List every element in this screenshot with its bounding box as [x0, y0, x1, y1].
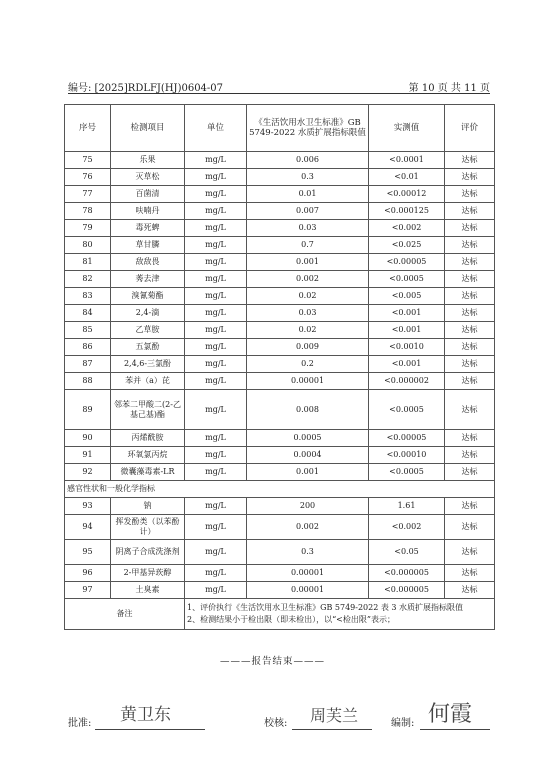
table-row: [65, 515, 495, 540]
cell-no: 97: [65, 582, 111, 599]
report-end-text: ———报告结束———: [220, 656, 326, 667]
document-number: 编号: [2025]RDLFJ(HJ)0604-07: [68, 83, 224, 94]
cell-unit: mg/L: [185, 540, 247, 565]
cell-eval: 达标: [445, 271, 495, 288]
approve-underline: [95, 729, 205, 730]
cell-eval: 达标: [445, 565, 495, 582]
cell-limit: 0.00001: [247, 582, 369, 599]
cell-limit: 0.02: [247, 288, 369, 305]
table-row: [65, 186, 495, 203]
cell-no: 85: [65, 322, 111, 339]
cell-limit: 0.0005: [247, 430, 369, 447]
cell-measured: <0.001: [369, 356, 445, 373]
cell-unit: mg/L: [185, 254, 247, 271]
cell-unit: mg/L: [185, 271, 247, 288]
cell-eval: 达标: [445, 582, 495, 599]
cell-eval: 达标: [445, 373, 495, 390]
cell-item: 邻苯二甲酸二(2-乙 基己基)酯: [111, 390, 185, 430]
cell-eval: 达标: [445, 186, 495, 203]
remark-content: [185, 599, 495, 630]
cell-no: 92: [65, 464, 111, 481]
cell-item: 土臭素: [111, 582, 185, 599]
cell-limit: 0.00001: [247, 565, 369, 582]
cell-limit: 0.2: [247, 356, 369, 373]
cell-limit: 0.3: [247, 540, 369, 565]
table-row: [65, 447, 495, 464]
table-body-odor: [65, 565, 495, 599]
cell-measured: <0.000125: [369, 203, 445, 220]
cell-limit: 0.02: [247, 322, 369, 339]
remark-line-2: 2、检测结果小于检出限（即未检出），以“<检出限”表示；: [187, 615, 395, 624]
cell-unit: mg/L: [185, 305, 247, 322]
cell-eval: 达标: [445, 390, 495, 430]
cell-no: 82: [65, 271, 111, 288]
cell-eval: 达标: [445, 152, 495, 169]
cell-item: 苯并（a）芘: [111, 373, 185, 390]
cell-item: 乐果: [111, 152, 185, 169]
cell-no: 76: [65, 169, 111, 186]
cell-unit: mg/L: [185, 498, 247, 515]
cell-unit: mg/L: [185, 169, 247, 186]
cell-measured: <0.0010: [369, 339, 445, 356]
remark-line-1: 1、评价执行《生活饮用水卫生标准》GB 5749-2022 表 3 水质扩展指标限值: [187, 603, 464, 612]
cell-measured: <0.00010: [369, 447, 445, 464]
check-underline: [292, 729, 372, 730]
table-row: [65, 237, 495, 254]
section-row: [65, 481, 495, 498]
cell-unit: mg/L: [185, 356, 247, 373]
cell-eval: 达标: [445, 254, 495, 271]
cell-item: 莠去津: [111, 271, 185, 288]
cell-eval: 达标: [445, 288, 495, 305]
cell-measured: <0.00012: [369, 186, 445, 203]
cell-limit: 0.03: [247, 220, 369, 237]
col-header-item: 检测项目: [111, 105, 185, 152]
approve-label: 批准:: [68, 718, 92, 729]
table-body-section: [65, 481, 495, 565]
compile-underline: [420, 729, 490, 730]
cell-no: 89: [65, 390, 111, 430]
cell-no: 81: [65, 254, 111, 271]
table-row: [65, 498, 495, 515]
table-row: [65, 390, 495, 430]
table-row: [65, 169, 495, 186]
cell-eval: 达标: [445, 515, 495, 540]
cell-eval: 达标: [445, 203, 495, 220]
cell-measured: <0.0001: [369, 152, 445, 169]
col-header-no: 序号: [65, 105, 111, 152]
cell-eval: 达标: [445, 237, 495, 254]
cell-no: 83: [65, 288, 111, 305]
cell-limit: 0.7: [247, 237, 369, 254]
table-row: [65, 152, 495, 169]
cell-item: 毒死蜱: [111, 220, 185, 237]
table-row: [65, 271, 495, 288]
cell-eval: 达标: [445, 464, 495, 481]
cell-limit: 0.03: [247, 305, 369, 322]
cell-unit: mg/L: [185, 515, 247, 540]
cell-item: 呋喃丹: [111, 203, 185, 220]
remark-label: 备注: [65, 599, 185, 630]
table-row: [65, 203, 495, 220]
cell-unit: mg/L: [185, 186, 247, 203]
cell-unit: mg/L: [185, 582, 247, 599]
table-header-row: [65, 105, 495, 152]
table-row: [65, 356, 495, 373]
cell-limit: 0.01: [247, 186, 369, 203]
page-number: 第 10 页 共 11 页: [408, 83, 490, 94]
table-body-pesticides: [65, 152, 495, 390]
table-row: [65, 322, 495, 339]
cell-unit: mg/L: [185, 565, 247, 582]
cell-unit: mg/L: [185, 390, 247, 430]
cell-eval: 达标: [445, 169, 495, 186]
cell-unit: mg/L: [185, 152, 247, 169]
cell-no: 96: [65, 565, 111, 582]
cell-item: 灭草松: [111, 169, 185, 186]
results-table: [64, 104, 495, 630]
cell-item: 阴离子合成洗涤剂: [111, 540, 185, 565]
check-signature: 周芙兰: [310, 706, 359, 725]
cell-unit: mg/L: [185, 237, 247, 254]
cell-limit: 0.002: [247, 515, 369, 540]
compile-label: 编制:: [391, 718, 415, 729]
cell-eval: 达标: [445, 498, 495, 515]
cell-no: 94: [65, 515, 111, 540]
cell-unit: mg/L: [185, 203, 247, 220]
cell-no: 87: [65, 356, 111, 373]
header-divider: [68, 93, 490, 94]
cell-unit: mg/L: [185, 339, 247, 356]
cell-no: 84: [65, 305, 111, 322]
section-title: 感官性状和一般化学指标: [65, 481, 495, 498]
cell-item: 挥发酚类（以苯酚计）: [111, 515, 185, 540]
cell-no: 88: [65, 373, 111, 390]
cell-unit: mg/L: [185, 430, 247, 447]
table-row: [65, 254, 495, 271]
cell-no: 77: [65, 186, 111, 203]
cell-limit: 0.00001: [247, 373, 369, 390]
col-header-measured: 实测值: [369, 105, 445, 152]
cell-limit: 0.0004: [247, 447, 369, 464]
cell-measured: <0.005: [369, 288, 445, 305]
cell-limit: 200: [247, 498, 369, 515]
table-row: [65, 288, 495, 305]
cell-item: 环氧氯丙烷: [111, 447, 185, 464]
cell-no: 80: [65, 237, 111, 254]
remark-row: [65, 599, 495, 630]
table-row: [65, 339, 495, 356]
report-header: [68, 79, 490, 93]
cell-measured: <0.001: [369, 305, 445, 322]
cell-limit: 0.3: [247, 169, 369, 186]
cell-limit: 0.001: [247, 464, 369, 481]
cell-item: 2-甲基异莰醇: [111, 565, 185, 582]
cell-measured: <0.002: [369, 220, 445, 237]
cell-eval: 达标: [445, 447, 495, 464]
cell-unit: mg/L: [185, 447, 247, 464]
table-row: [65, 565, 495, 582]
cell-measured: <0.0005: [369, 271, 445, 288]
table-row: [65, 430, 495, 447]
cell-no: 75: [65, 152, 111, 169]
approve-signature: 黄卫东: [120, 705, 171, 725]
col-header-limit: 《生活饮用水卫生标准》GB 5749-2022 水质扩展指标限值: [247, 105, 369, 152]
cell-unit: mg/L: [185, 373, 247, 390]
cell-item: 钠: [111, 498, 185, 515]
table-row: [65, 373, 495, 390]
compile-signature: 何霞: [428, 702, 473, 727]
table-body-remarks: [65, 599, 495, 630]
cell-measured: <0.000002: [369, 373, 445, 390]
cell-unit: mg/L: [185, 464, 247, 481]
cell-item: 2,4-滴: [111, 305, 185, 322]
cell-measured: <0.0005: [369, 390, 445, 430]
cell-limit: 0.006: [247, 152, 369, 169]
cell-eval: 达标: [445, 220, 495, 237]
cell-no: 95: [65, 540, 111, 565]
cell-limit: 0.002: [247, 271, 369, 288]
cell-eval: 达标: [445, 540, 495, 565]
cell-measured: <0.000005: [369, 582, 445, 599]
cell-item: 乙草胺: [111, 322, 185, 339]
check-label: 校核:: [264, 718, 288, 729]
cell-measured: <0.001: [369, 322, 445, 339]
cell-item: 百菌清: [111, 186, 185, 203]
cell-measured: 1.61: [369, 498, 445, 515]
cell-eval: 达标: [445, 322, 495, 339]
cell-eval: 达标: [445, 356, 495, 373]
cell-item: 微囊藻毒素-LR: [111, 464, 185, 481]
cell-measured: <0.05: [369, 540, 445, 565]
table-row: [65, 582, 495, 599]
cell-measured: <0.025: [369, 237, 445, 254]
cell-item: 五氯酚: [111, 339, 185, 356]
cell-limit: 0.001: [247, 254, 369, 271]
cell-unit: mg/L: [185, 288, 247, 305]
cell-no: 91: [65, 447, 111, 464]
cell-no: 90: [65, 430, 111, 447]
cell-item: 丙烯酰胺: [111, 430, 185, 447]
table-row: [65, 220, 495, 237]
cell-item: 草甘膦: [111, 237, 185, 254]
cell-measured: <0.01: [369, 169, 445, 186]
cell-limit: 0.007: [247, 203, 369, 220]
table-body-row-89: [65, 390, 495, 430]
col-header-unit: 单位: [185, 105, 247, 152]
cell-measured: <0.00005: [369, 430, 445, 447]
cell-no: 79: [65, 220, 111, 237]
cell-item: 敌敌畏: [111, 254, 185, 271]
cell-measured: <0.0005: [369, 464, 445, 481]
table-row: [65, 540, 495, 565]
cell-no: 93: [65, 498, 111, 515]
cell-item: 溴氰菊酯: [111, 288, 185, 305]
cell-limit: 0.008: [247, 390, 369, 430]
cell-eval: 达标: [445, 339, 495, 356]
table-row: [65, 464, 495, 481]
cell-item: 2,4,6-三氯酚: [111, 356, 185, 373]
cell-limit: 0.009: [247, 339, 369, 356]
table-body-organics: [65, 430, 495, 481]
cell-no: 78: [65, 203, 111, 220]
cell-unit: mg/L: [185, 220, 247, 237]
cell-unit: mg/L: [185, 322, 247, 339]
table-row: [65, 305, 495, 322]
cell-eval: 达标: [445, 430, 495, 447]
cell-measured: <0.000005: [369, 565, 445, 582]
cell-measured: <0.00005: [369, 254, 445, 271]
cell-measured: <0.002: [369, 515, 445, 540]
cell-eval: 达标: [445, 305, 495, 322]
cell-no: 86: [65, 339, 111, 356]
col-header-evaluation: 评价: [445, 105, 495, 152]
